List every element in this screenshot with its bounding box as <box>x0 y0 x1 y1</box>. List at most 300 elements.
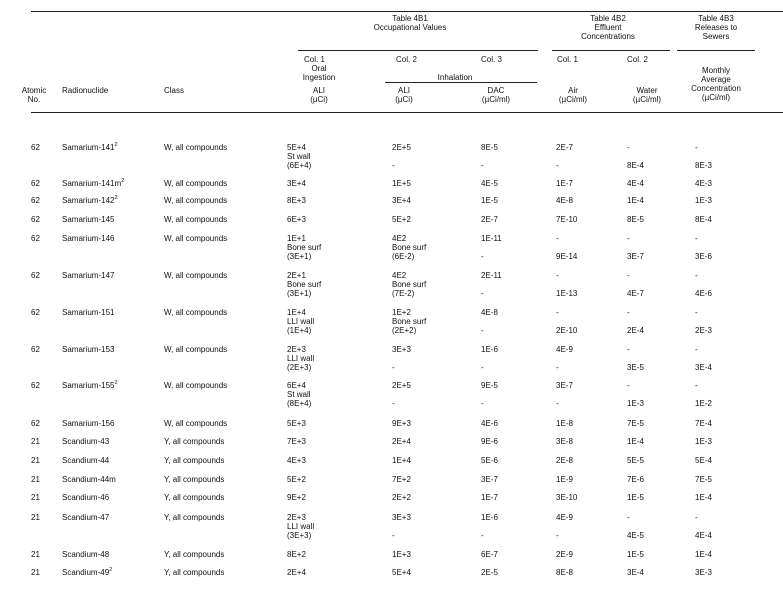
ali-inhalation-cell <box>392 475 411 484</box>
atomic-number-cell: 62 <box>31 271 40 280</box>
class-cell: Y, all compounds <box>164 493 225 502</box>
dac-cell-line: - <box>481 399 484 408</box>
radionuclide-cell <box>62 513 109 522</box>
radionuclide-cell <box>62 475 116 484</box>
dac-cell-line: 8E-5 <box>481 143 498 152</box>
ali-oral-cell <box>287 513 314 540</box>
sewer-concentration-cell-line: 8E-4 <box>695 215 712 224</box>
ali-oral-cell <box>287 475 306 484</box>
water-concentration-cell <box>627 196 644 205</box>
sewer-concentration-cell-line: - <box>695 381 698 390</box>
dac-cell <box>481 419 498 428</box>
air-concentration-cell <box>556 143 573 170</box>
ali-oral-cell-line: St wall <box>287 152 311 161</box>
dac-cell-line <box>481 354 498 363</box>
ali-oral-cell-line: 8E+3 <box>287 196 306 205</box>
air-concentration-cell-line: 3E-10 <box>556 493 578 502</box>
dac-cell <box>481 196 498 205</box>
ali-oral-cell <box>287 568 306 577</box>
class-cell: W, all compounds <box>164 179 228 188</box>
ali-inhalation-cell <box>392 513 411 540</box>
ali-inhalation-cell <box>392 179 411 188</box>
dac-cell-line: 5E-6 <box>481 456 498 465</box>
water-concentration-cell-line: 1E-5 <box>627 550 644 559</box>
air-concentration-cell <box>556 475 573 484</box>
radionuclide-cell <box>62 143 118 152</box>
water-concentration-cell-line: 4E-7 <box>627 289 644 298</box>
dac-cell <box>481 437 498 446</box>
dac-cell <box>481 550 498 559</box>
ali-oral-cell-line: LLI wall <box>287 522 315 531</box>
atomic-number-cell: 62 <box>31 196 40 205</box>
sewer-concentration-cell-line: 8E-3 <box>695 161 712 170</box>
radionuclide-name: Samarium-155 <box>62 381 115 390</box>
air-concentration-cell-line: 3E-7 <box>556 381 573 390</box>
ali-inhalation-cell-line <box>392 152 411 161</box>
ali-inhalation-cell-line: Bone surf <box>392 243 427 252</box>
sewer-concentration-cell-line <box>695 280 712 289</box>
water-concentration-cell <box>627 568 644 577</box>
radionuclide-cell <box>62 437 109 446</box>
ali-oral-cell-line: (1E+4) <box>287 326 312 335</box>
atomic-number-cell: 21 <box>31 568 40 577</box>
sewer-concentration-cell-line: 2E-3 <box>695 326 712 335</box>
ali-oral-cell <box>287 308 314 335</box>
air-concentration-cell-line: 1E-9 <box>556 475 573 484</box>
class-cell: W, all compounds <box>164 271 228 280</box>
ali-oral-cell-line: (8E+4) <box>287 399 312 408</box>
ali-oral-cell-line: St wall <box>287 390 311 399</box>
water-concentration-cell <box>627 513 644 540</box>
dac-cell-line: 1E-5 <box>481 196 498 205</box>
sewer-concentration-cell-line: 4E-3 <box>695 179 712 188</box>
dac-header: DAC (µCi/ml) <box>481 86 511 104</box>
radionuclide-header: Radionuclide <box>62 86 109 95</box>
ali-inhalation-cell-line: 4E2 <box>392 271 407 280</box>
ali-oral-cell <box>287 550 306 559</box>
ali-oral-cell-line: 2E+1 <box>287 271 306 280</box>
radionuclide-cell <box>62 381 118 390</box>
ali-inhalation-cell <box>392 419 411 428</box>
sewer-concentration-cell-line <box>695 354 712 363</box>
air-concentration-cell-line: 1E-13 <box>556 289 578 298</box>
dac-cell-line: 4E-8 <box>481 308 498 317</box>
sewer-concentration-cell <box>695 271 712 298</box>
eff-col1-label: Col. 1 <box>557 55 578 64</box>
sewer-concentration-cell <box>695 345 712 372</box>
radionuclide-name: Scandium-47 <box>62 513 110 522</box>
ali-inhalation-cell <box>392 550 411 559</box>
ali-inhalation-cell <box>392 345 411 372</box>
ali-inhalation-cell-line: 2E+2 <box>392 493 411 502</box>
air-concentration-cell <box>556 308 577 335</box>
ali-inhalation-cell-line: Bone surf <box>392 317 427 326</box>
sewer-concentration-cell-line: - <box>695 234 698 243</box>
dac-cell-line: - <box>481 252 484 261</box>
water-concentration-cell-line: 7E-6 <box>627 475 644 484</box>
sewer-concentration-cell-line: - <box>695 308 698 317</box>
air-concentration-cell-line <box>556 390 573 399</box>
air-concentration-cell-line <box>556 280 577 289</box>
ali-inhalation-cell-line: 1E+2 <box>392 308 411 317</box>
class-cell: Y, all compounds <box>164 456 225 465</box>
footnote-marker: 2 <box>114 380 118 386</box>
water-concentration-cell-line: - <box>627 381 630 390</box>
sewer-concentration-cell-line: 4E-4 <box>695 531 712 540</box>
atomic-number-cell: 62 <box>31 215 40 224</box>
air-concentration-cell <box>556 381 573 408</box>
air-concentration-cell-line: - <box>556 234 559 243</box>
dac-cell <box>481 568 498 577</box>
class-cell: Y, all compounds <box>164 475 225 484</box>
oral-ingestion-label: Oral Ingestion <box>302 64 336 82</box>
dac-cell-line: 3E-7 <box>481 475 498 484</box>
water-concentration-cell-line: 3E-7 <box>627 252 644 261</box>
water-concentration-cell <box>627 234 644 261</box>
ali-inhalation-cell-line <box>392 390 411 399</box>
sewer-concentration-cell-line: - <box>695 271 698 280</box>
dac-cell-line: 1E-6 <box>481 513 498 522</box>
air-concentration-cell <box>556 550 573 559</box>
dac-cell-line: 9E-5 <box>481 381 498 390</box>
water-concentration-cell-line <box>627 354 644 363</box>
sewer-concentration-cell <box>695 475 712 484</box>
dac-cell <box>481 271 502 298</box>
atomic-number-cell: 21 <box>31 513 40 522</box>
water-concentration-cell <box>627 143 644 170</box>
air-concentration-cell <box>556 196 573 205</box>
water-concentration-cell-line: - <box>627 234 630 243</box>
ali-oral-cell-line: 9E+2 <box>287 493 306 502</box>
ali-oral-cell-line: LLI wall <box>287 354 315 363</box>
table-4b1-title: Table 4B1 Occupational Values <box>373 14 447 32</box>
radionuclide-name: Samarium-156 <box>62 419 115 428</box>
water-concentration-cell-line <box>627 317 644 326</box>
ali-oral-cell-line: Bone surf <box>287 280 322 289</box>
ali-oral-header: ALI (µCi) <box>310 86 328 104</box>
ali-inhalation-cell-line: 2E+4 <box>392 437 411 446</box>
ali-inhalation-header: ALI (µCi) <box>395 86 413 104</box>
class-cell: Y, all compounds <box>164 437 225 446</box>
sewer-concentration-cell <box>695 381 712 408</box>
air-concentration-cell-line <box>556 317 577 326</box>
radionuclide-cell <box>62 271 114 280</box>
water-concentration-cell-line: 1E-4 <box>627 437 644 446</box>
sewer-concentration-cell <box>695 234 712 261</box>
sewer-concentration-cell-line <box>695 317 712 326</box>
radionuclide-cell <box>62 308 114 317</box>
ali-inhalation-cell-line: - <box>392 399 395 408</box>
sewer-concentration-cell-line: 1E-3 <box>695 437 712 446</box>
ali-oral-cell-line: 5E+4 <box>287 143 306 152</box>
air-concentration-cell-line: - <box>556 161 559 170</box>
radionuclide-cell <box>62 550 109 559</box>
sewer-concentration-cell-line: 1E-4 <box>695 493 712 502</box>
ali-inhalation-cell-line: 3E+3 <box>392 513 411 522</box>
dac-cell-line: 2E-11 <box>481 271 502 280</box>
ali-oral-cell-line: 6E+4 <box>287 381 306 390</box>
sewer-concentration-cell-line <box>695 152 712 161</box>
table-4b1-rule <box>298 50 538 51</box>
radionuclide-cell <box>62 419 114 428</box>
atomic-number-cell: 62 <box>31 234 40 243</box>
air-concentration-cell-line: 1E-7 <box>556 179 573 188</box>
dac-cell-line: - <box>481 289 484 298</box>
water-concentration-cell-line: - <box>627 271 630 280</box>
inhalation-label: Inhalation <box>437 73 473 82</box>
ali-inhalation-cell <box>392 143 411 170</box>
air-concentration-cell <box>556 234 577 261</box>
water-concentration-cell-line: 8E-4 <box>627 161 644 170</box>
water-concentration-cell <box>627 550 644 559</box>
class-cell: W, all compounds <box>164 196 228 205</box>
footnote-marker: 2 <box>114 142 118 148</box>
air-concentration-cell-line: - <box>556 399 559 408</box>
air-concentration-cell-line: - <box>556 531 559 540</box>
ali-inhalation-cell-line: (6E-2) <box>392 252 415 261</box>
sewer-concentration-cell-line: 3E-3 <box>695 568 712 577</box>
atomic-number-cell: 62 <box>31 179 40 188</box>
air-concentration-cell <box>556 271 577 298</box>
class-header: Class <box>164 86 185 95</box>
dac-cell <box>481 234 502 261</box>
ali-inhalation-cell-line: 1E+4 <box>392 456 411 465</box>
radionuclide-name: Scandium-48 <box>62 550 110 559</box>
ali-inhalation-cell <box>392 437 411 446</box>
sewer-concentration-cell <box>695 419 712 428</box>
sewer-concentration-cell-line <box>695 390 712 399</box>
water-concentration-cell <box>627 456 644 465</box>
water-concentration-cell <box>627 271 644 298</box>
table-4b2-title: Table 4B2 Effluent Concentrations <box>581 14 635 41</box>
air-concentration-cell-line: 2E-9 <box>556 550 573 559</box>
sewer-concentration-cell <box>695 568 712 577</box>
air-concentration-cell-line: 2E-10 <box>556 326 578 335</box>
ali-inhalation-cell-line: 4E2 <box>392 234 407 243</box>
ali-oral-cell-line: 3E+4 <box>287 179 306 188</box>
ali-inhalation-cell-line: Bone surf <box>392 280 427 289</box>
ali-oral-cell-line: Bone surf <box>287 243 322 252</box>
class-cell: W, all compounds <box>164 308 228 317</box>
atomic-number-cell: 21 <box>31 475 40 484</box>
ali-oral-cell-line: 2E+3 <box>287 513 306 522</box>
air-concentration-cell-line: 9E-14 <box>556 252 578 261</box>
ali-inhalation-cell <box>392 381 411 408</box>
sewer-concentration-cell-line <box>695 522 712 531</box>
radionuclide-cell <box>62 345 114 354</box>
dac-cell-line <box>481 390 498 399</box>
ali-oral-cell-line: 2E+3 <box>287 345 306 354</box>
air-concentration-cell-line <box>556 152 573 161</box>
dac-cell-line: 2E-7 <box>481 215 498 224</box>
radionuclide-name: Scandium-49 <box>62 568 110 577</box>
class-cell: W, all compounds <box>164 381 228 390</box>
ali-oral-cell <box>287 179 306 188</box>
sewer-concentration-cell <box>695 196 712 205</box>
dac-cell-line: 4E-6 <box>481 419 498 428</box>
dac-cell-line: 1E-6 <box>481 345 498 354</box>
ali-oral-cell <box>287 215 306 224</box>
water-concentration-cell-line: - <box>627 345 630 354</box>
ali-oral-cell <box>287 234 321 261</box>
class-cell: W, all compounds <box>164 419 228 428</box>
air-concentration-cell-line: - <box>556 308 559 317</box>
water-concentration-cell-line: 7E-5 <box>627 419 644 428</box>
dac-cell <box>481 345 498 372</box>
sewer-concentration-cell <box>695 550 712 559</box>
ali-inhalation-cell-line: - <box>392 531 395 540</box>
ali-oral-cell <box>287 493 306 502</box>
sewer-concentration-cell-line: - <box>695 143 698 152</box>
monthly-average-label: Monthly Average Concentration (µCi/ml) <box>691 66 741 102</box>
air-concentration-cell-line: - <box>556 363 559 372</box>
air-concentration-cell-line: 3E-8 <box>556 437 573 446</box>
atomic-number-cell: 21 <box>31 493 40 502</box>
radionuclide-name: Samarium-147 <box>62 271 115 280</box>
dac-cell-line: 6E-7 <box>481 550 498 559</box>
header-rule <box>31 112 783 113</box>
sewer-concentration-cell-line: 4E-6 <box>695 289 712 298</box>
water-concentration-cell-line: - <box>627 143 630 152</box>
col3-label: Col. 3 <box>481 55 502 64</box>
ali-inhalation-cell-line: 2E+5 <box>392 381 411 390</box>
sewer-concentration-cell-line: 3E-4 <box>695 363 712 372</box>
air-concentration-cell <box>556 345 573 372</box>
ali-oral-cell <box>287 143 311 170</box>
air-concentration-cell-line: 4E-8 <box>556 196 573 205</box>
footnote-marker: 2 <box>109 567 113 573</box>
radionuclide-name: Scandium-44 <box>62 456 110 465</box>
ali-oral-cell-line: (3E+1) <box>287 252 312 261</box>
dac-cell-line <box>481 243 502 252</box>
ali-oral-cell <box>287 456 306 465</box>
radionuclide-cell <box>62 179 124 188</box>
ali-oral-cell-line: 4E+3 <box>287 456 306 465</box>
water-concentration-cell <box>627 475 644 484</box>
water-concentration-cell-line <box>627 522 644 531</box>
sewer-concentration-cell <box>695 456 712 465</box>
radionuclide-name: Samarium-151 <box>62 308 115 317</box>
ali-inhalation-cell-line: 5E+4 <box>392 568 411 577</box>
radionuclide-name: Scandium-44m <box>62 475 116 484</box>
dac-cell-line: 9E-6 <box>481 437 498 446</box>
water-concentration-cell-line: - <box>627 308 630 317</box>
sewer-concentration-cell-line: 3E-6 <box>695 252 712 261</box>
ali-inhalation-cell <box>392 308 426 335</box>
radionuclide-cell <box>62 196 118 205</box>
sewer-concentration-cell-line: - <box>695 345 698 354</box>
ali-oral-cell <box>287 345 314 372</box>
water-concentration-cell-line: 1E-4 <box>627 196 644 205</box>
water-concentration-cell-line <box>627 280 644 289</box>
atomic-number-cell: 21 <box>31 437 40 446</box>
air-concentration-cell <box>556 513 573 540</box>
ali-inhalation-cell-line: 2E+5 <box>392 143 411 152</box>
ali-inhalation-cell-line: 3E+3 <box>392 345 411 354</box>
dac-cell <box>481 143 498 170</box>
radionuclide-name: Samarium-145 <box>62 215 115 224</box>
ali-inhalation-cell <box>392 196 411 205</box>
atomic-number-cell: 62 <box>31 381 40 390</box>
sewer-concentration-cell <box>695 143 712 170</box>
footnote-marker: 2 <box>121 178 125 184</box>
dac-cell-line: - <box>481 326 484 335</box>
ali-inhalation-cell <box>392 493 411 502</box>
air-concentration-cell-line: 4E-9 <box>556 345 573 354</box>
sewer-concentration-cell <box>695 437 712 446</box>
ali-inhalation-cell-line: (2E+2) <box>392 326 417 335</box>
air-concentration-cell <box>556 568 573 577</box>
dac-cell-line: - <box>481 161 484 170</box>
dac-cell-line <box>481 152 498 161</box>
ali-inhalation-cell-line: 3E+4 <box>392 196 411 205</box>
water-concentration-cell <box>627 419 644 428</box>
class-cell: W, all compounds <box>164 345 228 354</box>
ali-oral-cell-line: 1E+4 <box>287 308 306 317</box>
footnote-marker: 2 <box>114 195 118 201</box>
ali-oral-cell-line: (6E+4) <box>287 161 312 170</box>
sewer-concentration-cell-line: 5E-4 <box>695 456 712 465</box>
ali-oral-cell <box>287 381 311 408</box>
dac-cell-line: 2E-5 <box>481 568 498 577</box>
ali-oral-cell-line: (3E+1) <box>287 289 312 298</box>
top-rule <box>31 11 783 12</box>
sewer-concentration-cell <box>695 215 712 224</box>
table-4b2-rule <box>552 50 670 51</box>
atomic-number-cell: 21 <box>31 550 40 559</box>
radionuclide-name: Samarium-141m <box>62 179 122 188</box>
radionuclide-name: Scandium-46 <box>62 493 110 502</box>
ali-oral-cell-line: 8E+2 <box>287 550 306 559</box>
ali-inhalation-cell-line: - <box>392 363 395 372</box>
dac-cell <box>481 513 498 540</box>
dac-cell-line <box>481 522 498 531</box>
eff-col2-label: Col. 2 <box>627 55 648 64</box>
air-concentration-cell <box>556 179 573 188</box>
class-cell: Y, all compounds <box>164 568 225 577</box>
col2-label: Col. 2 <box>396 55 417 64</box>
air-concentration-cell-line <box>556 354 573 363</box>
water-concentration-cell-line: - <box>627 513 630 522</box>
air-concentration-cell <box>556 215 577 224</box>
sewer-concentration-cell <box>695 513 712 540</box>
ali-oral-cell-line: 1E+1 <box>287 234 306 243</box>
ali-inhalation-cell-line: (7E-2) <box>392 289 415 298</box>
dac-cell-line: 1E-7 <box>481 493 498 502</box>
radionuclide-cell <box>62 234 114 243</box>
inhalation-rule <box>385 82 537 83</box>
sewer-concentration-cell <box>695 179 712 188</box>
ali-inhalation-cell-line: 9E+3 <box>392 419 411 428</box>
ali-inhalation-cell <box>392 456 411 465</box>
sewer-concentration-cell-line: 7E-4 <box>695 419 712 428</box>
dac-cell <box>481 381 498 408</box>
dac-cell-line: 1E-11 <box>481 234 502 243</box>
radionuclide-name: Samarium-153 <box>62 345 115 354</box>
water-concentration-cell-line: 1E-5 <box>627 493 644 502</box>
water-concentration-cell-line <box>627 390 644 399</box>
ali-oral-cell-line: 2E+4 <box>287 568 306 577</box>
air-concentration-cell-line: 7E-10 <box>556 215 578 224</box>
air-concentration-cell <box>556 456 573 465</box>
water-concentration-cell-line: 8E-5 <box>627 215 644 224</box>
dac-cell-line: - <box>481 531 484 540</box>
air-concentration-cell <box>556 437 573 446</box>
sewer-concentration-cell-line <box>695 243 712 252</box>
sewer-concentration-cell-line: 7E-5 <box>695 475 712 484</box>
dac-cell <box>481 493 498 502</box>
sewer-concentration-cell-line: 1E-4 <box>695 550 712 559</box>
